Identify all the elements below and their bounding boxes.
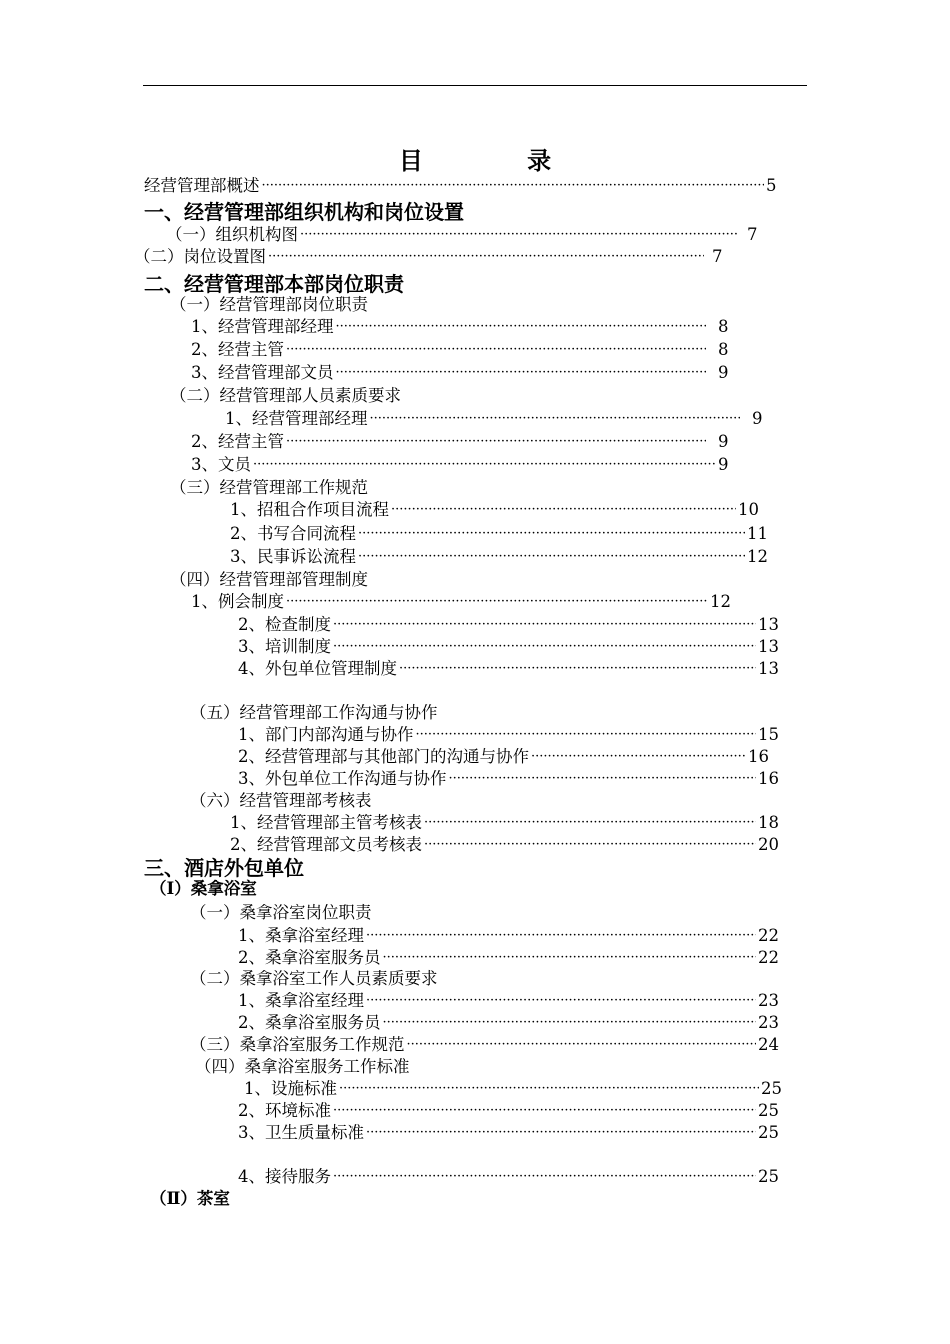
toc-entry-title: 2、检查制度: [238, 615, 331, 634]
toc-entry[interactable]: [0, 454, 950, 476]
toc-entry-title: 4、接待服务: [238, 1167, 331, 1186]
toc-page-number: 8: [718, 317, 729, 336]
toc-entry-title: （一）组织机构图: [166, 225, 298, 244]
toc-leader-dots: [358, 523, 745, 545]
toc-entry-title: 2、桑拿浴室服务员: [238, 948, 381, 967]
toc-entry[interactable]: [0, 878, 950, 900]
toc-entry[interactable]: [0, 523, 950, 545]
toc-leader-dots: [383, 1012, 757, 1034]
toc-leader-dots: [407, 1034, 757, 1056]
toc-leader-dots: [333, 1100, 756, 1122]
toc-entry[interactable]: [0, 658, 950, 680]
toc-entry-title: 1、部门内部沟通与协作: [238, 725, 414, 744]
toc-page-number: 12: [710, 592, 731, 611]
toc-entry[interactable]: [0, 294, 950, 316]
toc-entry[interactable]: [0, 385, 950, 407]
toc-entry[interactable]: [0, 702, 950, 724]
toc-leader-dots: [449, 768, 757, 790]
toc-entry-title: （四）桑拿浴室服务工作标准: [195, 1057, 410, 1076]
toc-entry[interactable]: [0, 834, 950, 856]
toc-leader-dots: [416, 724, 757, 746]
toc-page-number: 9: [752, 409, 763, 428]
toc-page-number: 9: [718, 455, 729, 474]
toc-entry-title: 三、酒店外包单位: [144, 856, 304, 880]
toc-entry[interactable]: [0, 408, 950, 430]
toc-entry[interactable]: [0, 902, 950, 924]
toc-entry-title: （一）桑拿浴室岗位职责: [190, 903, 372, 922]
toc-entry-title: 3、卫生质量标准: [238, 1123, 364, 1142]
toc-leader-dots: [333, 614, 756, 636]
toc-page-number: 23: [758, 991, 779, 1010]
toc-entry-title: （五）经营管理部工作沟通与协作: [190, 703, 438, 722]
toc-entry[interactable]: [0, 947, 950, 969]
toc-entry[interactable]: [0, 477, 950, 499]
toc-page-number: 24: [758, 1035, 779, 1054]
toc-leader-dots: [262, 175, 765, 197]
toc-entry[interactable]: [0, 199, 950, 225]
toc-leader-dots: [336, 362, 707, 384]
toc-page-number: 23: [758, 1013, 779, 1032]
toc-entry-title: （二）经营管理部人员素质要求: [170, 386, 401, 405]
toc-page-number: 9: [718, 432, 729, 451]
toc-entry[interactable]: [0, 1166, 950, 1188]
toc-entry[interactable]: [0, 636, 950, 658]
toc-entry-title: 2、经营主管: [191, 340, 284, 359]
toc-entry-title: 1、经营管理部经理: [225, 409, 368, 428]
toc-leader-dots: [424, 812, 756, 834]
toc-entry-title: 二、经营管理部本部岗位职责: [144, 272, 404, 296]
toc-entry[interactable]: [0, 768, 950, 790]
toc-entry-title: （四）经营管理部管理制度: [170, 570, 368, 589]
toc-page-number: 10: [738, 500, 759, 519]
toc-leader-dots: [358, 546, 745, 568]
toc-leader-dots: [333, 636, 756, 658]
toc-leader-dots: [424, 834, 756, 856]
toc-page-number: 9: [718, 363, 729, 382]
toc-entry-title: 2、经营管理部与其他部门的沟通与协作: [238, 747, 529, 766]
toc-entry[interactable]: [0, 812, 950, 834]
toc-entry[interactable]: [0, 569, 950, 591]
toc-title: 目 录: [398, 146, 600, 175]
toc-entry-title: 3、培训制度: [238, 637, 331, 656]
toc-entry-title: 一、经营管理部组织机构和岗位设置: [144, 200, 464, 224]
toc-entry-title: 3、经营管理部文员: [191, 363, 334, 382]
toc-leader-dots: [300, 224, 738, 246]
toc-entry-title: 4、外包单位管理制度: [238, 659, 397, 678]
toc-leader-dots: [370, 408, 741, 430]
toc-entry[interactable]: [0, 614, 950, 636]
toc-page-number: 13: [758, 659, 779, 678]
toc-page-number: 22: [758, 926, 779, 945]
toc-entry-title: 2、环境标准: [238, 1101, 331, 1120]
toc-entry[interactable]: [0, 1078, 950, 1100]
toc-leader-dots: [286, 591, 708, 613]
toc-page-number: 16: [758, 769, 779, 788]
toc-entry-title: 3、文员: [191, 455, 251, 474]
toc-leader-dots: [531, 746, 746, 768]
toc-leader-dots: [366, 925, 756, 947]
toc-page-number: 25: [761, 1079, 782, 1098]
toc-leader-dots: [383, 947, 757, 969]
toc-entry-title: （Ⅰ）桑拿浴室: [150, 879, 257, 898]
toc-entry-title: 1、桑拿浴室经理: [238, 926, 364, 945]
toc-page-number: 5: [766, 176, 777, 195]
toc-entry-title: 1、例会制度: [191, 592, 284, 611]
toc-entry-title: （六）经营管理部考核表: [190, 791, 372, 810]
header-rule: [143, 85, 807, 86]
toc-entry[interactable]: [0, 790, 950, 812]
toc-entry-title: 2、经营管理部文员考核表: [230, 835, 422, 854]
toc-leader-dots: [399, 658, 756, 680]
toc-entry-title: 3、外包单位工作沟通与协作: [238, 769, 447, 788]
toc-page-number: 25: [758, 1167, 779, 1186]
toc-page-number: 11: [747, 524, 768, 543]
toc-entry[interactable]: [0, 591, 950, 613]
toc-entry-title: 1、桑拿浴室经理: [238, 991, 364, 1010]
toc-entry-title: 1、招租合作项目流程: [230, 500, 389, 519]
toc-entry-title: （一）经营管理部岗位职责: [170, 295, 368, 314]
toc-entry[interactable]: [0, 1056, 950, 1078]
toc-entry-title: （三）桑拿浴室服务工作规范: [190, 1035, 405, 1054]
toc-entry[interactable]: [0, 746, 950, 768]
toc-leader-dots: [253, 454, 716, 476]
toc-leader-dots: [336, 316, 707, 338]
toc-entry[interactable]: [0, 546, 950, 568]
toc-page-number: 25: [758, 1101, 779, 1120]
toc-entry[interactable]: [0, 1034, 950, 1056]
toc-entry[interactable]: [0, 431, 950, 453]
toc-leader-dots: [333, 1166, 756, 1188]
toc-page-number: 20: [758, 835, 779, 854]
toc-entry[interactable]: [0, 246, 950, 268]
toc-entry[interactable]: [0, 925, 950, 947]
toc-entry-title: 2、书写合同流程: [230, 524, 356, 543]
toc-leader-dots: [366, 990, 756, 1012]
toc-entry[interactable]: [0, 1122, 950, 1144]
toc-entry[interactable]: [0, 968, 950, 990]
toc-page-number: 16: [748, 747, 769, 766]
toc-entry-title: （二）岗位设置图: [134, 247, 266, 266]
toc-page-number: 25: [758, 1123, 779, 1142]
toc-page-number: 15: [758, 725, 779, 744]
toc-entry-title: 1、经营管理部经理: [191, 317, 334, 336]
toc-page-number: 22: [758, 948, 779, 967]
toc-leader-dots: [286, 431, 706, 453]
toc-entry[interactable]: [0, 316, 950, 338]
toc-entry-title: 2、桑拿浴室服务员: [238, 1013, 381, 1032]
toc-entry[interactable]: [0, 499, 950, 521]
toc-page-number: 18: [758, 813, 779, 832]
toc-entry-title: 经营管理部概述: [144, 176, 260, 195]
toc-entry[interactable]: [0, 339, 950, 361]
toc-page-number: 13: [758, 637, 779, 656]
toc-leader-dots: [391, 499, 736, 521]
toc-entry[interactable]: [0, 1012, 950, 1034]
toc-entry-title: 2、经营主管: [191, 432, 284, 451]
toc-page-number: 12: [747, 547, 768, 566]
toc-entry[interactable]: [0, 724, 950, 746]
toc-leader-dots: [339, 1078, 759, 1100]
toc-leader-dots: [268, 246, 704, 268]
toc-leader-dots: [286, 339, 706, 361]
toc-entry[interactable]: [0, 1100, 950, 1122]
toc-entry-title: （Ⅱ）茶室: [150, 1189, 230, 1208]
toc-entry-title: 1、经营管理部主管考核表: [230, 813, 422, 832]
toc-entry[interactable]: [0, 175, 950, 197]
toc-page-number: 7: [747, 225, 758, 244]
toc-leader-dots: [366, 1122, 756, 1144]
toc-page-number: 8: [718, 340, 729, 359]
toc-entry[interactable]: [0, 362, 950, 384]
toc-entry-title: 3、民事诉讼流程: [230, 547, 356, 566]
toc-entry[interactable]: [0, 224, 950, 246]
toc-page-number: 7: [712, 247, 723, 266]
toc-entry[interactable]: [0, 1188, 950, 1210]
toc-page-number: 13: [758, 615, 779, 634]
toc-entry-title: 1、设施标准: [244, 1079, 337, 1098]
toc-entry-title: （二）桑拿浴室工作人员素质要求: [190, 969, 438, 988]
toc-entry[interactable]: [0, 990, 950, 1012]
toc-entry-title: （三）经营管理部工作规范: [170, 478, 368, 497]
